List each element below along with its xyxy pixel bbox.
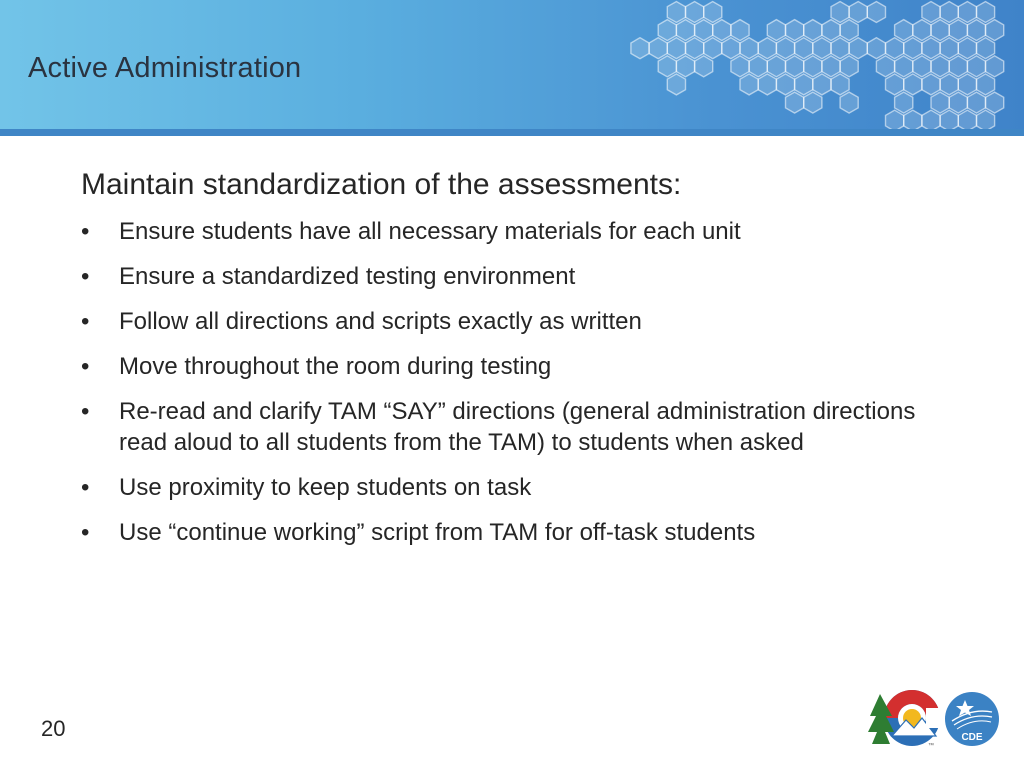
list-item-text: Move throughout the room during testing <box>119 353 552 380</box>
hexagon-shape <box>676 20 694 41</box>
hexagon-shape <box>758 38 776 59</box>
list-item <box>81 216 961 247</box>
hexagon-shape <box>676 56 694 77</box>
hexagon-shape <box>904 74 922 95</box>
bullet-marker: • <box>81 218 90 245</box>
hexagon-shape <box>704 38 722 59</box>
hexagon-shape <box>686 2 704 23</box>
page-number: 20 <box>41 716 66 741</box>
hexagon-shape <box>931 92 949 113</box>
hexagon-shape <box>631 38 649 59</box>
hexagon-shape <box>977 74 995 95</box>
hexagon-shape <box>840 56 858 77</box>
hexagon-shape <box>776 38 794 59</box>
list-item <box>81 261 961 292</box>
hexagon-shape <box>977 110 995 129</box>
hexagon-shape <box>822 56 840 77</box>
hexagon-shape <box>849 2 867 23</box>
hexagon-shape <box>722 38 740 59</box>
hexagon-shape <box>949 20 967 41</box>
hexagon-shape <box>895 92 913 113</box>
hexagon-shape <box>922 74 940 95</box>
hexagon-shape <box>840 20 858 41</box>
logo-trademark: ™ <box>928 743 934 749</box>
hexagon-shape <box>967 20 985 41</box>
hexagon-shape <box>658 20 676 41</box>
slide-title: Active Administration <box>28 52 302 84</box>
content-heading: Maintain standardization of the assessments: <box>81 168 682 201</box>
hexagon-shape <box>804 92 822 113</box>
hexagon-shape <box>667 38 685 59</box>
hexagon-shape <box>831 2 849 23</box>
bullet-marker: • <box>81 398 90 425</box>
hexagon-shape <box>786 20 804 41</box>
hexagon-shape <box>958 74 976 95</box>
hexagon-shape <box>967 92 985 113</box>
hexagon-shape <box>977 38 995 59</box>
hexagon-shape <box>695 20 713 41</box>
cde-badge-text: CDE <box>961 732 983 743</box>
hexagon-shape <box>804 56 822 77</box>
hexagon-shape <box>831 38 849 59</box>
hexagon-shape <box>795 38 813 59</box>
hexagon-shape <box>813 38 831 59</box>
hexagon-shape <box>895 20 913 41</box>
hexagon-shape <box>767 20 785 41</box>
hexagon-shape <box>940 110 958 129</box>
hexagon-shape <box>776 74 794 95</box>
hexagon-shape <box>667 74 685 95</box>
bullet-marker: • <box>81 519 90 546</box>
hexagon-shape <box>804 20 822 41</box>
hexagon-shape <box>958 110 976 129</box>
header-banner <box>0 0 1024 129</box>
hexagon-shape <box>867 2 885 23</box>
list-item-text: Re-read and clarify TAM “SAY” directions (general administration directions read aloud to all students from the TAM) to students when asked <box>119 398 916 456</box>
hexagon-shape <box>904 38 922 59</box>
hexagon-shape <box>713 20 731 41</box>
header-divider <box>0 129 1024 136</box>
bullet-marker: • <box>81 353 90 380</box>
hexagon-shape <box>658 56 676 77</box>
hexagon-shape <box>786 92 804 113</box>
cde-logo <box>868 688 1004 750</box>
hexagon-shape <box>740 74 758 95</box>
hexagon-shape <box>940 2 958 23</box>
hexagon-shape <box>931 56 949 77</box>
hexagon-shape <box>977 2 995 23</box>
hexagon-shape <box>913 20 931 41</box>
hexagon-shape <box>904 110 922 129</box>
bullet-list <box>81 216 961 548</box>
list-item-text: Follow all directions and scripts exactly as written <box>119 308 642 335</box>
hexagon-shape <box>967 56 985 77</box>
hexagon-shape <box>958 38 976 59</box>
list-item <box>81 472 961 503</box>
hexagon-shape <box>949 92 967 113</box>
hexagon-shape <box>931 20 949 41</box>
cde-badge <box>945 692 999 746</box>
list-item <box>81 306 961 337</box>
hexagon-shape <box>749 56 767 77</box>
hexagon-shape <box>940 74 958 95</box>
hexagon-shape <box>695 56 713 77</box>
list-item-text: Use proximity to keep students on task <box>119 474 532 501</box>
list-item-text: Use “continue working” script from TAM for off-task students <box>119 519 756 546</box>
hexagon-shape <box>986 56 1004 77</box>
hexagon-shape <box>767 56 785 77</box>
hexagon-shape <box>922 110 940 129</box>
hexagon-shape <box>886 74 904 95</box>
hexagon-shape <box>831 74 849 95</box>
hexagon-shape <box>886 110 904 129</box>
list-item <box>81 396 961 458</box>
hexagon-shape <box>686 38 704 59</box>
list-item <box>81 517 961 548</box>
bullet-marker: • <box>81 308 90 335</box>
hexagon-shape <box>704 2 722 23</box>
hexagon-shape <box>867 38 885 59</box>
list-item <box>81 351 961 382</box>
hexagon-shape <box>795 74 813 95</box>
hexagon-shape <box>949 56 967 77</box>
bullet-marker: • <box>81 263 90 290</box>
slide-content <box>81 168 961 562</box>
hexagon-shape <box>786 56 804 77</box>
hexagon-shape <box>731 56 749 77</box>
hexagon-shape <box>913 56 931 77</box>
hexagon-shape <box>895 56 913 77</box>
list-item-text: Ensure a standardized testing environment <box>119 263 576 290</box>
hexagon-shape <box>649 38 667 59</box>
hexagon-shape <box>886 38 904 59</box>
hexagon-shape <box>940 38 958 59</box>
bullet-marker: • <box>81 474 90 501</box>
hexagon-shape <box>876 56 894 77</box>
hexagon-shape <box>986 92 1004 113</box>
hexagon-shape <box>922 2 940 23</box>
hexagon-shape <box>840 92 858 113</box>
hexagon-shape <box>986 20 1004 41</box>
list-item-text: Ensure students have all necessary materials for each unit <box>119 218 741 245</box>
hexagon-shape <box>813 74 831 95</box>
colorado-flag-logo-icon <box>884 690 942 746</box>
hexagon-shape <box>958 2 976 23</box>
hexagon-shape <box>667 2 685 23</box>
hexagon-shape <box>849 38 867 59</box>
hexagon-shape <box>822 20 840 41</box>
hexagon-shape <box>758 74 776 95</box>
hexagon-shape <box>740 38 758 59</box>
hexagon-shape <box>922 38 940 59</box>
hexagon-shape <box>731 20 749 41</box>
